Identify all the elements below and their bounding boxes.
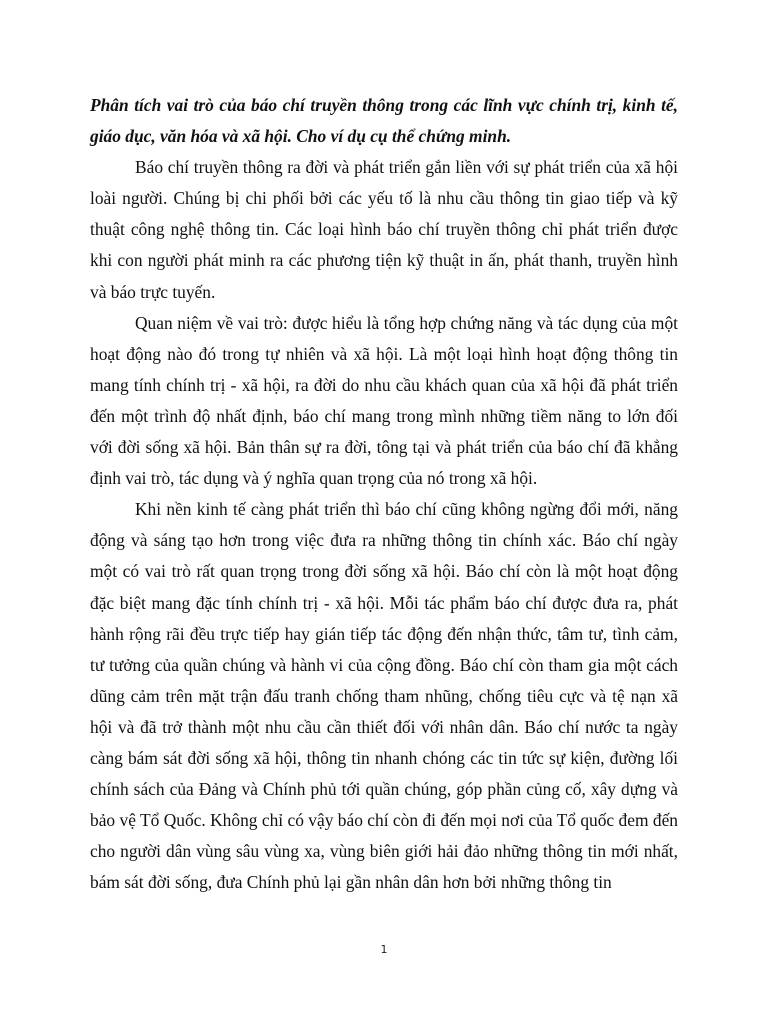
document-title: Phân tích vai trò của báo chí truyền thông trong các lĩnh vực chính trị, kinh tế, giáo dục, văn hóa và xã hội. Cho ví dụ cụ thể chứng minh. <box>90 95 678 147</box>
document-body <box>90 90 678 898</box>
paragraph-3: Khi nền kinh tế càng phát triển thì báo chí cũng không ngừng đổi mới, năng động và sáng tạo hơn trong việc đưa ra những thông tin chính xác. Báo chí ngày một có vai trò rất quan trọng trong đời sống xã hội. Báo chí còn là một hoạt động đặc biệt mang đặc tính chính trị - xã hội. Mỗi tác phẩm báo chí được đưa ra, phát hành rộng rãi đều trực tiếp hay gián tiếp tác động đến nhận thức, tâm tư, tình cảm, tư tưởng của quần chúng và hành vi của cộng đồng. Báo chí còn tham gia một cách dũng cảm trên mặt trận đấu tranh chống tham nhũng, chống tiêu cực và tệ nạn xã hội và đã trở thành một nhu cầu cần thiết đối với nhân dân. Báo chí nước ta ngày càng bám sát đời sống xã hội, thông tin nhanh chóng các tin tức sự kiện, đường lối chính sách của Đảng và Chính phủ tới quần chúng, góp phần củng cố, xây dựng và bảo vệ Tổ Quốc. Không chỉ có vậy báo chí còn đi đến mọi nơi của Tổ quốc đem đến cho người dân vùng sâu vùng xa, vùng biên giới hải đảo những thông tin mới nhất, bám sát đời sống, đưa Chính phủ lại gần nhân dân hơn bởi những thông tin <box>90 499 678 893</box>
paragraph-1: Báo chí truyền thông ra đời và phát triển gắn liền với sự phát triển của xã hội loài người. Chúng bị chi phối bởi các yếu tố là nhu cầu thông tin giao tiếp và kỹ thuật công nghệ thông tin. Các loại hình báo chí truyền thông chỉ phát triển được khi con người phát minh ra các phương tiện kỹ thuật in ấn, phát thanh, truyền hình và báo trực tuyến. <box>90 157 678 302</box>
page-number: 1 <box>380 943 388 956</box>
paragraph-2: Quan niệm về vai trò: được hiểu là tổng hợp chứng năng và tác dụng của một hoạt động nào đó trong tự nhiên và xã hội. Là một loại hình hoạt động thông tin mang tính chính trị - xã hội, ra đời do nhu cầu khách quan của xã hội đã phát triển đến một trình độ nhất định, báo chí mang trong mình những tiềm năng to lớn đối với đời sống xã hội. Bản thân sự ra đời, tông tại và phát triển của báo chí đã khẳng định vai trò, tác dụng và ý nghĩa quan trọng của nó trong xã hội. <box>90 312 678 489</box>
